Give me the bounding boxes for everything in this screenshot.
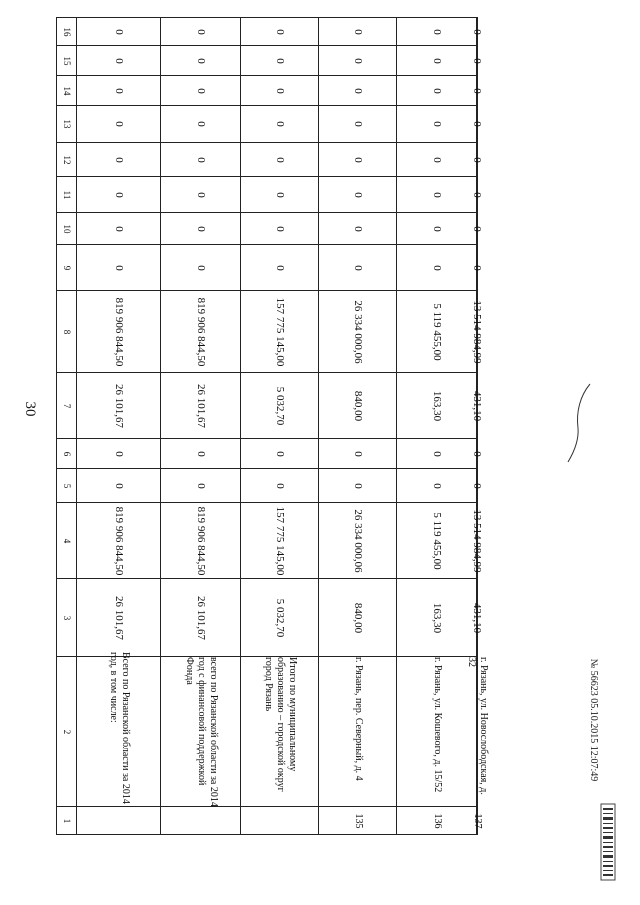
registration-note: № 56623 05.10.2015 12:07:49 <box>588 658 599 782</box>
table-row-col5 <box>57 469 478 503</box>
table-row-col16 <box>57 18 478 46</box>
table-cell: 157 775 145,00 <box>241 291 319 373</box>
table-cell: 819 906 844,50 <box>161 503 241 579</box>
table-cell: 0 <box>161 143 241 177</box>
table-cell: 0 <box>397 177 477 213</box>
name-cell: г. Рязань, пер. Северный, д. 4 <box>319 657 397 807</box>
table-cell: 0 <box>319 46 397 76</box>
table-cell: 0 <box>161 46 241 76</box>
table-cell: 0 <box>397 469 477 503</box>
table-cell: 26 334 000,06 <box>319 291 397 373</box>
table-cell: 0 <box>319 439 397 469</box>
row-number-cell <box>77 807 161 835</box>
column-number-cell: 3 <box>57 579 77 657</box>
table-cell: 0 <box>241 439 319 469</box>
table-cell: 5 119 455,00 <box>397 291 477 373</box>
table-cell: 431,10 <box>477 579 478 657</box>
table-cell: 0 <box>397 76 477 106</box>
table-cell: 0 <box>241 46 319 76</box>
table-row-col8 <box>57 291 478 373</box>
table-cell: 0 <box>319 245 397 291</box>
row-number-cell <box>161 807 241 835</box>
column-number-cell: 16 <box>57 18 77 46</box>
column-number-cell: 5 <box>57 469 77 503</box>
table-cell: 26 101,67 <box>161 579 241 657</box>
column-number-cell: 12 <box>57 143 77 177</box>
table-cell: 0 <box>241 245 319 291</box>
table-cell: 26 101,67 <box>161 373 241 439</box>
table-cell: 0 <box>319 76 397 106</box>
table-cell: 0 <box>161 18 241 46</box>
row-number-cell: 136 <box>397 807 477 835</box>
table-row-col15 <box>57 46 478 76</box>
column-number-cell: 2 <box>57 657 77 807</box>
table-row-col7 <box>57 373 478 439</box>
table-cell: 0 <box>241 106 319 143</box>
table-cell: 0 <box>397 245 477 291</box>
table-cell: 26 101,67 <box>77 373 161 439</box>
column-number-cell: 15 <box>57 46 77 76</box>
table-cell: 0 <box>161 177 241 213</box>
table-cell: 0 <box>241 213 319 245</box>
name-cell: г. Рязань, ул. Новослободская, д. 32 <box>477 657 478 807</box>
pen-mark <box>566 382 592 464</box>
table-cell: 0 <box>77 213 161 245</box>
table-cell: 0 <box>319 143 397 177</box>
column-number-cell: 13 <box>57 106 77 143</box>
table-cell: 0 <box>161 469 241 503</box>
table-cell: 0 <box>397 439 477 469</box>
page-number: 30 <box>22 401 39 417</box>
barcode-stamp-icon <box>598 800 620 884</box>
column-number-cell: 4 <box>57 503 77 579</box>
table-cell: 0 <box>161 213 241 245</box>
table-cell: 0 <box>477 18 478 46</box>
data-table <box>56 17 489 835</box>
table-cell: 0 <box>77 177 161 213</box>
column-number-cell: 6 <box>57 439 77 469</box>
table-row-col10 <box>57 213 478 245</box>
table-cell: 157 775 145,00 <box>241 503 319 579</box>
table-cell: 0 <box>477 143 478 177</box>
table-cell: 0 <box>161 76 241 106</box>
table-cell: 0 <box>77 245 161 291</box>
table-cell: 0 <box>477 46 478 76</box>
table-cell: 0 <box>77 76 161 106</box>
table-cell: 0 <box>397 143 477 177</box>
table-cell: 5 119 455,00 <box>397 503 477 579</box>
table-cell: 0 <box>241 143 319 177</box>
table-row-col4 <box>57 503 478 579</box>
table-cell: 0 <box>319 106 397 143</box>
table-cell: 5 032,70 <box>241 373 319 439</box>
table-row-col2 <box>57 657 478 807</box>
table-cell: 163,30 <box>397 579 477 657</box>
table-cell: 431,10 <box>477 373 478 439</box>
name-cell: Всего по Рязанской области за 2014 год, в том числе: <box>77 657 161 807</box>
row-number-cell <box>241 807 319 835</box>
table-cell: 0 <box>161 106 241 143</box>
column-number-cell: 7 <box>57 373 77 439</box>
table-cell: 0 <box>319 18 397 46</box>
column-number-cell: 8 <box>57 291 77 373</box>
row-number-cell: 135 <box>319 807 397 835</box>
table-cell: 0 <box>397 18 477 46</box>
table-cell: 0 <box>161 439 241 469</box>
table-cell: 0 <box>241 18 319 46</box>
table-row-col6 <box>57 439 478 469</box>
table-cell: 0 <box>397 213 477 245</box>
table-row-col14 <box>57 76 478 106</box>
table-cell: 819 906 844,50 <box>161 291 241 373</box>
table-cell: 0 <box>477 106 478 143</box>
table-cell: 0 <box>477 213 478 245</box>
table-cell: 0 <box>77 18 161 46</box>
table-cell: 0 <box>477 245 478 291</box>
name-cell: Итого по муниципальному образованию – городской округ город Рязань <box>241 657 319 807</box>
column-number-cell: 10 <box>57 213 77 245</box>
column-number-cell: 14 <box>57 76 77 106</box>
table-cell: 840,00 <box>319 373 397 439</box>
table-cell: 0 <box>77 46 161 76</box>
table-cell: 0 <box>477 177 478 213</box>
table-cell: 5 032,70 <box>241 579 319 657</box>
table-cell: 0 <box>161 245 241 291</box>
table-cell: 0 <box>77 106 161 143</box>
table-cell: 819 906 844,50 <box>77 291 161 373</box>
name-cell: всего по Рязанской области за 2014 год с финансовой поддержкой Фонда <box>161 657 241 807</box>
table-cell: 26 101,67 <box>77 579 161 657</box>
table-cell: 0 <box>319 469 397 503</box>
table-cell: 0 <box>241 177 319 213</box>
column-number-cell: 11 <box>57 177 77 213</box>
column-number-cell: 1 <box>57 807 77 835</box>
table-cell: 26 334 000,06 <box>319 503 397 579</box>
column-number-cell: 9 <box>57 245 77 291</box>
table-cell: 0 <box>397 46 477 76</box>
table-row-col1 <box>57 807 478 835</box>
table-row-col13 <box>57 106 478 143</box>
name-cell: г. Рязань, ул. Кошевого, д. 15/52 <box>397 657 477 807</box>
table-cell: 0 <box>77 439 161 469</box>
table-cell: 13 514 984,99 <box>477 291 478 373</box>
table-row-col12 <box>57 143 478 177</box>
table-cell: 0 <box>477 439 478 469</box>
table-cell: 0 <box>241 469 319 503</box>
table-row-col3 <box>57 579 478 657</box>
table-row-col11 <box>57 177 478 213</box>
table-cell: 0 <box>319 213 397 245</box>
table-cell: 13 514 984,99 <box>477 503 478 579</box>
table-cell: 163,30 <box>397 373 477 439</box>
row-number-cell: 137 <box>477 807 478 835</box>
table-cell: 819 906 844,50 <box>77 503 161 579</box>
table-cell: 0 <box>319 177 397 213</box>
table-cell: 0 <box>477 469 478 503</box>
table-cell: 0 <box>241 76 319 106</box>
table-cell: 840,00 <box>319 579 397 657</box>
table-row-col9 <box>57 245 478 291</box>
table-cell: 0 <box>77 143 161 177</box>
table-cell: 0 <box>77 469 161 503</box>
table-cell: 0 <box>477 76 478 106</box>
table-cell: 0 <box>397 106 477 143</box>
